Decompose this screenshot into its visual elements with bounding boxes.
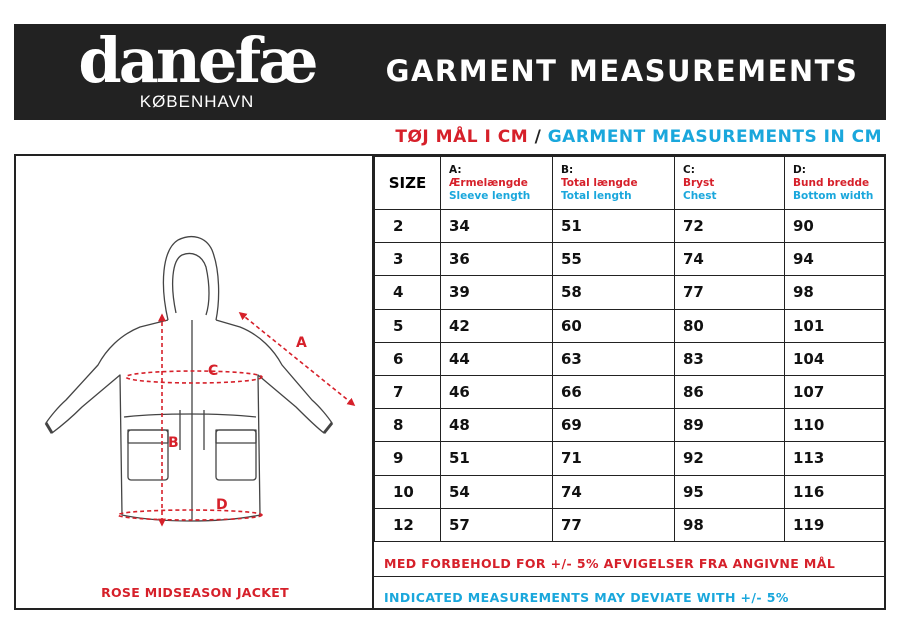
hood-outline [163, 237, 218, 320]
table-header-row [375, 157, 885, 210]
brand-logo [72, 24, 322, 112]
dimension-a-line [240, 313, 354, 405]
dimension-d-line [118, 510, 262, 520]
bottom-width-cell: 104 [785, 342, 885, 375]
table-row [375, 442, 885, 475]
right-pocket [216, 430, 256, 480]
table-row [375, 210, 885, 243]
column-header-b: B: Total længde Total length [553, 157, 675, 210]
total-length-cell: 74 [553, 475, 675, 508]
sleeve-length-cell: 46 [441, 375, 553, 408]
total-length-cell: 69 [553, 409, 675, 442]
table-row [375, 342, 885, 375]
sleeve-length-cell: 34 [441, 210, 553, 243]
table-row [375, 475, 885, 508]
tolerance-note-danish: MED FORBEHOLD FOR +/- 5% AFVIGELSER FRA ANGIVNE MÅL [374, 543, 884, 577]
total-length-cell: 66 [553, 375, 675, 408]
bottom-width-cell: 116 [785, 475, 885, 508]
tolerance-note-english: INDICATED MEASUREMENTS MAY DEVIATE WITH +/- 5% [384, 590, 789, 605]
size-cell: 12 [375, 508, 441, 541]
sleeve-length-cell: 44 [441, 342, 553, 375]
total-length-cell: 77 [553, 508, 675, 541]
brand-name: danefæ [78, 24, 316, 97]
sleeve-length-cell: 51 [441, 442, 553, 475]
subtitle [395, 127, 882, 147]
sleeve-length-cell: 54 [441, 475, 553, 508]
chest-cell: 89 [675, 409, 785, 442]
dimension-b-label: B [168, 435, 179, 451]
size-cell: 5 [375, 309, 441, 342]
size-cell: 9 [375, 442, 441, 475]
jacket-diagram [20, 225, 370, 545]
dimension-c-line [126, 371, 262, 383]
product-name: ROSE MIDSEASON JACKET [101, 585, 289, 600]
chest-cell: 95 [675, 475, 785, 508]
dimension-a-label: A [296, 335, 307, 351]
sleeve-length-cell: 36 [441, 243, 553, 276]
chest-cell: 83 [675, 342, 785, 375]
jacket-body [46, 320, 332, 521]
size-cell: 8 [375, 409, 441, 442]
table-row [375, 276, 885, 309]
size-cell: 7 [375, 375, 441, 408]
bottom-width-cell: 113 [785, 442, 885, 475]
sleeve-length-cell: 42 [441, 309, 553, 342]
bottom-width-cell: 90 [785, 210, 885, 243]
hood-inner [173, 254, 209, 316]
size-cell: 4 [375, 276, 441, 309]
chest-cell: 98 [675, 508, 785, 541]
chest-cell: 86 [675, 375, 785, 408]
total-length-cell: 58 [553, 276, 675, 309]
bottom-width-cell: 119 [785, 508, 885, 541]
bottom-width-cell: 107 [785, 375, 885, 408]
size-cell: 10 [375, 475, 441, 508]
table-row [375, 243, 885, 276]
waist-drawcord [124, 414, 256, 417]
measurement-table [374, 156, 885, 542]
total-length-cell: 60 [553, 309, 675, 342]
size-cell: 3 [375, 243, 441, 276]
total-length-cell: 63 [553, 342, 675, 375]
table-row [375, 309, 885, 342]
sleeve-length-cell: 39 [441, 276, 553, 309]
column-header-d: D: Bund bredde Bottom width [785, 157, 885, 210]
subtitle-english: GARMENT MEASUREMENTS IN CM [547, 127, 882, 147]
table-row [375, 409, 885, 442]
bottom-width-cell: 98 [785, 276, 885, 309]
bottom-width-cell: 101 [785, 309, 885, 342]
size-column-header: SIZE [375, 157, 441, 210]
subtitle-danish: TØJ MÅL I CM [395, 127, 529, 147]
total-length-cell: 51 [553, 210, 675, 243]
header-bar [14, 24, 886, 120]
chest-cell: 72 [675, 210, 785, 243]
page-title: GARMENT MEASUREMENTS [385, 54, 859, 88]
sleeve-length-cell: 48 [441, 409, 553, 442]
table-row [375, 508, 885, 541]
right-pocket-flap [216, 430, 256, 443]
bottom-width-cell: 110 [785, 409, 885, 442]
size-cell: 2 [375, 210, 441, 243]
brand-subline: KØBENHAVN [139, 92, 255, 111]
dimension-c-label: C [208, 363, 219, 379]
chest-cell: 80 [675, 309, 785, 342]
size-cell: 6 [375, 342, 441, 375]
subtitle-separator: / [534, 127, 542, 147]
chest-cell: 74 [675, 243, 785, 276]
column-header-a: A: Ærmelængde Sleeve length [441, 157, 553, 210]
dimension-d-label: D [216, 497, 228, 513]
bottom-width-cell: 94 [785, 243, 885, 276]
sleeve-length-cell: 57 [441, 508, 553, 541]
chest-cell: 92 [675, 442, 785, 475]
total-length-cell: 55 [553, 243, 675, 276]
column-header-c: C: Bryst Chest [675, 157, 785, 210]
chest-cell: 77 [675, 276, 785, 309]
table-row [375, 375, 885, 408]
total-length-cell: 71 [553, 442, 675, 475]
